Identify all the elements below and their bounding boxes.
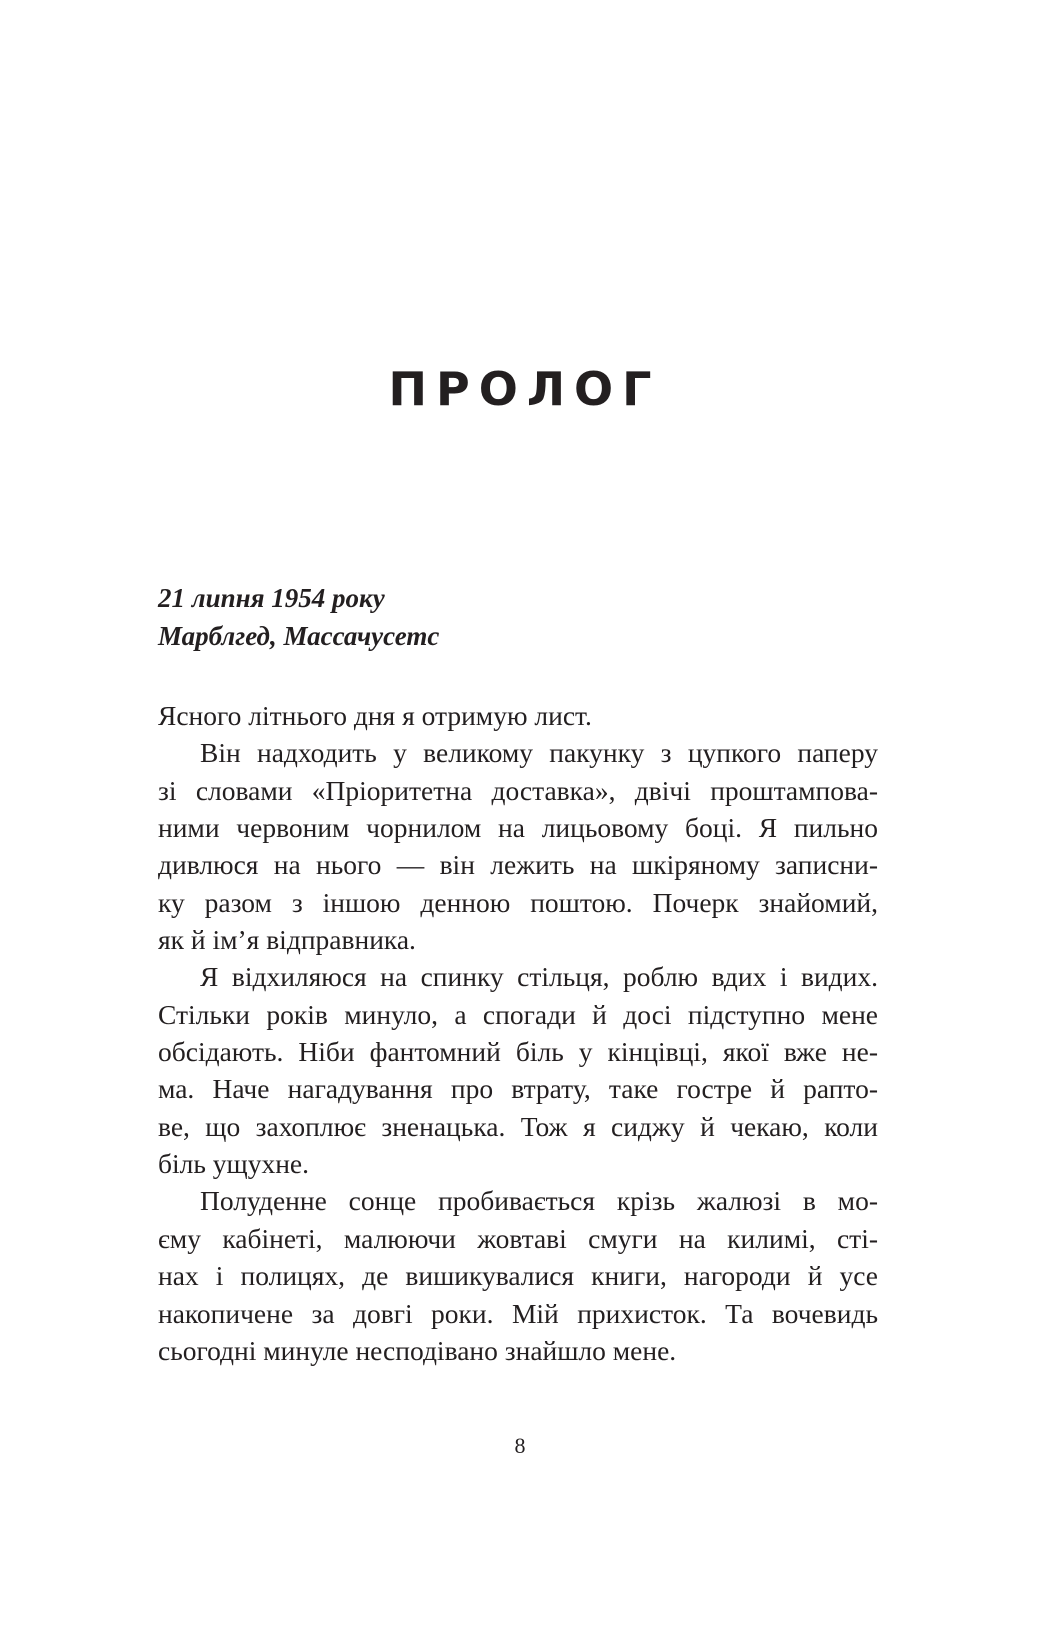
text-line: Полуденне сонце пробивається крізь жалюзі в мо- <box>200 1185 878 1217</box>
text-line: ними червоним чорнилом на лицьовому боці. Я пильно <box>158 812 878 844</box>
text-line: накопичене за довгі роки. Мій прихисток. Та вочевидь <box>158 1297 878 1329</box>
text-line: Він надходить у великому пакунку з цупкого паперу <box>200 737 878 769</box>
text-line: обсідають. Ніби фантомний біль у кінцівці, якої вже не- <box>158 1036 878 1068</box>
text-line: Я відхиляюся на спинку стільця, роблю вдих і видих. <box>200 961 878 993</box>
body-text <box>158 697 878 1369</box>
dateline <box>158 580 439 655</box>
text-line: зі словами «Пріоритетна доставка», двічі проштампова- <box>158 774 878 806</box>
dateline-date: 21 липня 1954 року <box>158 583 385 613</box>
text-line: біль ущухне. <box>158 1148 309 1180</box>
text-line: єму кабінеті, малюючи жовтаві смуги на килимі, сті- <box>158 1222 878 1254</box>
dateline-place: Марблгед, Массачусетс <box>158 620 440 651</box>
text-line: ве, що захоплює зненацька. Тож я сиджу й чекаю, коли <box>158 1110 878 1142</box>
chapter-title: ПРОЛОГ <box>388 362 661 416</box>
page-number: 8 <box>514 1433 526 1458</box>
text-line: ма. Наче нагадування про втрату, таке гостре й рапто- <box>158 1073 878 1105</box>
text-line: дивлюся на нього — він лежить на шкіряному записни- <box>158 849 878 881</box>
text-line: як й ім’я відправника. <box>158 924 416 956</box>
text-line: нах і полицях, де вишикувалися книги, нагороди й усе <box>158 1260 878 1292</box>
text-line: Стільки років минуло, а спогади й досі підступно мене <box>158 998 878 1030</box>
text-line: сьогодні минуле несподівано знайшло мене. <box>158 1334 677 1366</box>
text-line: ку разом з іншою денною поштою. Почерк знайомий, <box>158 886 878 918</box>
text-line: Ясного літнього дня я отримую лист. <box>158 700 592 731</box>
